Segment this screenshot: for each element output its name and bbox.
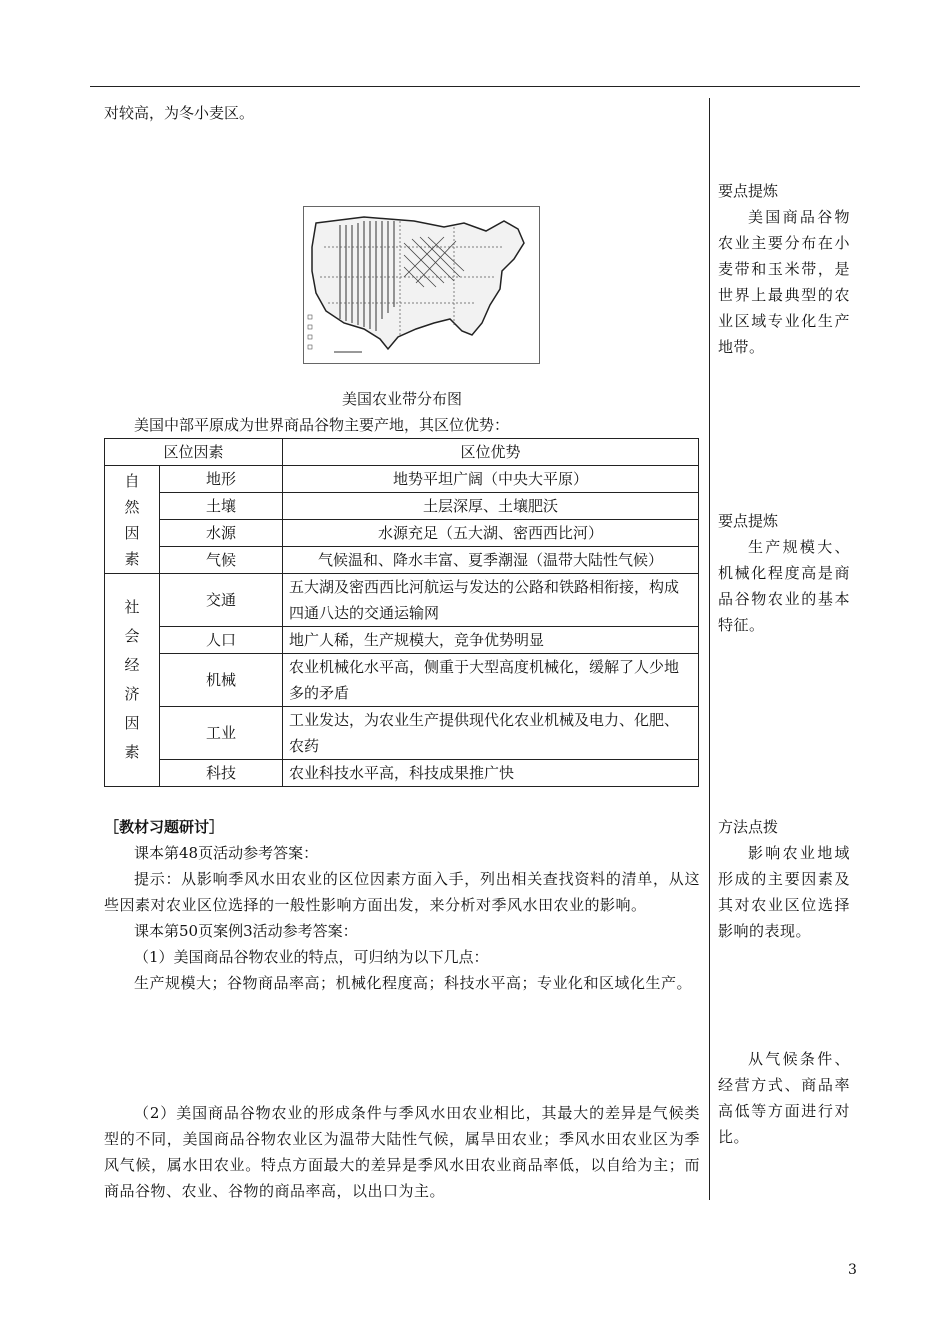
table-intro [104, 412, 700, 438]
us-agriculture-map [303, 206, 540, 364]
sidebar-note-3 [718, 814, 850, 944]
exercise-heading: ［教材习题研讨］ [104, 818, 225, 836]
group-name: 社会经济因素 [124, 598, 140, 761]
table-row [105, 466, 699, 493]
advantage-cell: 工业发达，为农业生产提供现代化农业机械及电力、化肥、农药 [283, 707, 699, 760]
header-rule [90, 86, 860, 87]
text-line: 对较高，为冬小麦区。 [104, 104, 255, 122]
header-factor: 区位因素 [105, 439, 283, 466]
exercise-paragraph: 课本第48页活动参考答案： [134, 844, 319, 862]
exercise-paragraph: （1）美国商品谷物农业的特点，可归纳为以下几点： [134, 948, 489, 966]
exercise-section [104, 814, 700, 996]
table-row [105, 574, 699, 627]
table-intro-text: 美国中部平原成为世界商品谷物主要产地，其区位优势： [134, 416, 510, 434]
exercise-section-2 [104, 1100, 700, 1204]
advantage-cell: 地广人稀，生产规模大，竞争优势明显 [283, 627, 699, 654]
factor-cell: 工业 [160, 707, 283, 760]
map-caption: 美国农业带分布图 [341, 390, 462, 408]
advantage-cell: 五大湖及密西西比河航运与发达的公路和铁路相衔接，构成四通八达的交通运输网 [283, 574, 699, 627]
group-socioeconomic [105, 574, 160, 787]
table-row [105, 520, 699, 547]
note-body: 影响农业地域形成的主要因素及其对农业区位选择影响的表现。 [718, 844, 850, 940]
group-natural [105, 466, 160, 574]
note-title: 要点提炼 [718, 512, 779, 530]
table-header-row [105, 439, 699, 466]
note-body: 生产规模大、机械化程度高是商品谷物农业的基本特征。 [718, 538, 850, 634]
table-row [105, 547, 699, 574]
exercise-paragraph: 提示：从影响季风水田农业的区位因素方面入手，列出相关查找资料的清单，从这些因素对农业区位选择的一般性影响方面出发，来分析对季风水田农业的影响。 [104, 870, 700, 914]
note-title: 方法点拨 [718, 818, 779, 836]
header-advantage: 区位优势 [283, 439, 699, 466]
margin-divider [709, 98, 710, 1200]
advantage-cell: 农业科技水平高，科技成果推广快 [283, 760, 699, 787]
factor-cell: 机械 [160, 654, 283, 707]
advantage-cell: 地势平坦广阔（中央大平原） [283, 466, 699, 493]
sidebar-note-1 [718, 178, 850, 360]
location-factor-table [104, 438, 699, 787]
advantage-cell: 水源充足（五大湖、密西西比河） [283, 520, 699, 547]
factor-cell: 气候 [160, 547, 283, 574]
advantage-cell: 农业机械化水平高，侧重于大型高度机械化，缓解了人少地多的矛盾 [283, 654, 699, 707]
table-row [105, 654, 699, 707]
sidebar-note-2 [718, 508, 850, 638]
group-name: 自然因素 [124, 471, 140, 568]
note-title: 要点提炼 [718, 182, 779, 200]
factor-cell: 人口 [160, 627, 283, 654]
factor-cell: 土壤 [160, 493, 283, 520]
table-row [105, 760, 699, 787]
advantage-cell: 土层深厚、土壤肥沃 [283, 493, 699, 520]
map-image [304, 207, 539, 363]
note-body: 美国商品谷物农业主要分布在小麦带和玉米带，是世界上最典型的农业区域专业化生产地带。 [718, 208, 850, 356]
sidebar-note-4 [718, 1046, 850, 1150]
exercise-paragraph: 生产规模大；谷物商品率高；机械化程度高；科技水平高；专业化和区域化生产。 [134, 974, 693, 992]
page-number: 3 [848, 1262, 857, 1278]
table-row [105, 493, 699, 520]
advantage-cell: 气候温和、降水丰富、夏季潮湿（温带大陆性气候） [283, 547, 699, 574]
factor-cell: 交通 [160, 574, 283, 627]
factor-cell: 水源 [160, 520, 283, 547]
exercise-paragraph: 课本第50页案例3活动参考答案： [134, 922, 358, 940]
us-outline [312, 217, 524, 349]
table-row [105, 627, 699, 654]
intro-line [104, 100, 700, 126]
table-row [105, 707, 699, 760]
note-body: 从气候条件、经营方式、商品率高低等方面进行对比。 [718, 1050, 850, 1146]
exercise-paragraph: （2）美国商品谷物农业的形成条件与季风水田农业相比，其最大的差异是气候类型的不同，美国商品谷物农业区为温带大陆性气候，属旱田农业；季风水田农业区为季风气候，属水田农业。特点方面最大的差异是季风水田农业商品率低，以自给为主；而商品谷物、农业、谷物的商品率高，以出口为主。 [104, 1104, 700, 1200]
factor-cell: 科技 [160, 760, 283, 787]
factor-cell: 地形 [160, 466, 283, 493]
